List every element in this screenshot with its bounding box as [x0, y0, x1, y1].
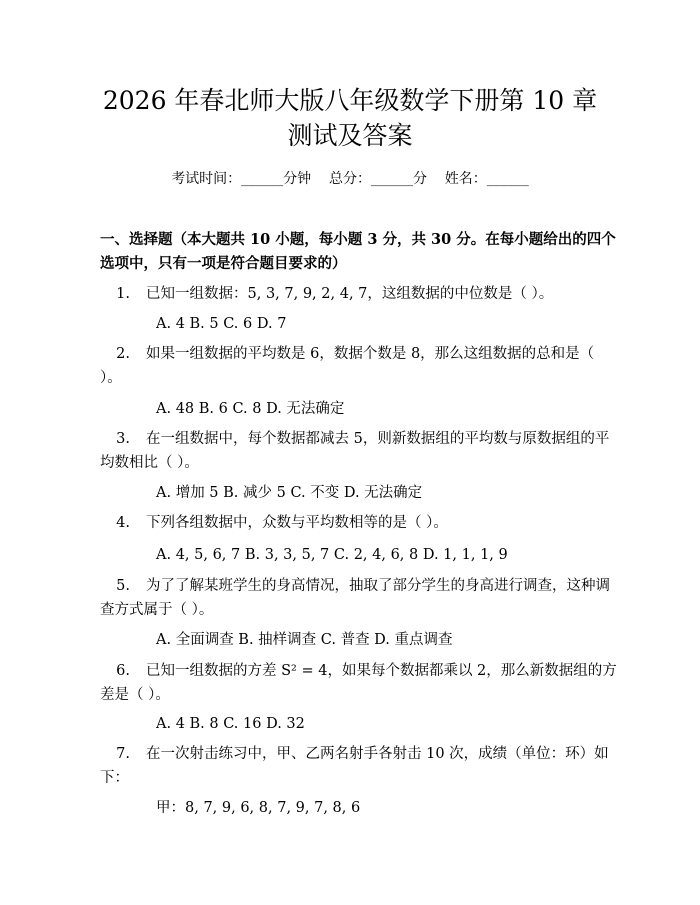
question-5	[100, 574, 620, 622]
question-1	[100, 282, 620, 306]
question-text: 已知一组数据：5, 3, 7, 9, 2, 4, 7，这组数据的中位数是（ ）。	[146, 286, 554, 302]
question-text: 已知一组数据的方差 S² = 4，如果每个数据都乘以 2，那么新数据组的方差是（ ）。	[100, 663, 617, 703]
question-4-options: A. 4, 5, 6, 7 B. 3, 3, 5, 7 C. 2, 4, 6, 8 D. 1, 1, 1, 9	[156, 547, 508, 563]
question-text: 为了了解某班学生的身高情况，抽取了部分学生的身高进行调查，这种调查方式属于（ ）。	[100, 578, 610, 618]
question-number: 3.	[116, 431, 130, 447]
question-text: 如果一组数据的平均数是 6，数据个数是 8，那么这组数据的总和是（ ）。	[100, 346, 595, 386]
question-number: 7.	[116, 746, 130, 762]
question-number: 2.	[116, 346, 130, 362]
document-title-line-1: 2026 年春北师大版八年级数学下册第 10 章	[102, 86, 598, 115]
question-6	[100, 659, 620, 707]
question-3	[100, 427, 620, 475]
question-3-options: A. 增加 5 B. 减少 5 C. 不变 D. 无法确定	[156, 485, 423, 501]
question-number: 4.	[116, 515, 130, 531]
question-7	[100, 742, 620, 790]
question-2-options: A. 48 B. 6 C. 8 D. 无法确定	[156, 401, 345, 417]
exam-info-line: 考试时间：______分钟 总分：______分 姓名：______	[171, 171, 529, 187]
question-2	[100, 342, 620, 390]
question-7-data-line: 甲：8, 7, 9, 6, 8, 7, 9, 7, 8, 6	[156, 800, 361, 816]
section-heading: 一、选择题（本大题共 10 小题，每小题 3 分，共 30 分。在每小题给出的四个选项中，只有一项是符合题目要求的）	[100, 231, 616, 272]
question-4	[100, 511, 620, 535]
question-number: 6.	[116, 663, 130, 679]
question-text: 在一次射击练习中，甲、乙两名射手各射击 10 次，成绩（单位：环）如下：	[100, 746, 609, 786]
question-text: 下列各组数据中，众数与平均数相等的是（ ）。	[146, 515, 448, 531]
question-5-options: A. 全面调查 B. 抽样调查 C. 普查 D. 重点调查	[156, 632, 453, 648]
question-1-options: A. 4 B. 5 C. 6 D. 7	[156, 316, 287, 332]
question-6-options: A. 4 B. 8 C. 16 D. 32	[156, 716, 305, 732]
document-title-line-2: 测试及答案	[287, 121, 413, 150]
question-text: 在一组数据中，每个数据都减去 5，则新数据组的平均数与原数据组的平均数相比（ ）。	[100, 431, 610, 471]
question-number: 5.	[116, 578, 130, 594]
question-number: 1.	[116, 286, 130, 302]
